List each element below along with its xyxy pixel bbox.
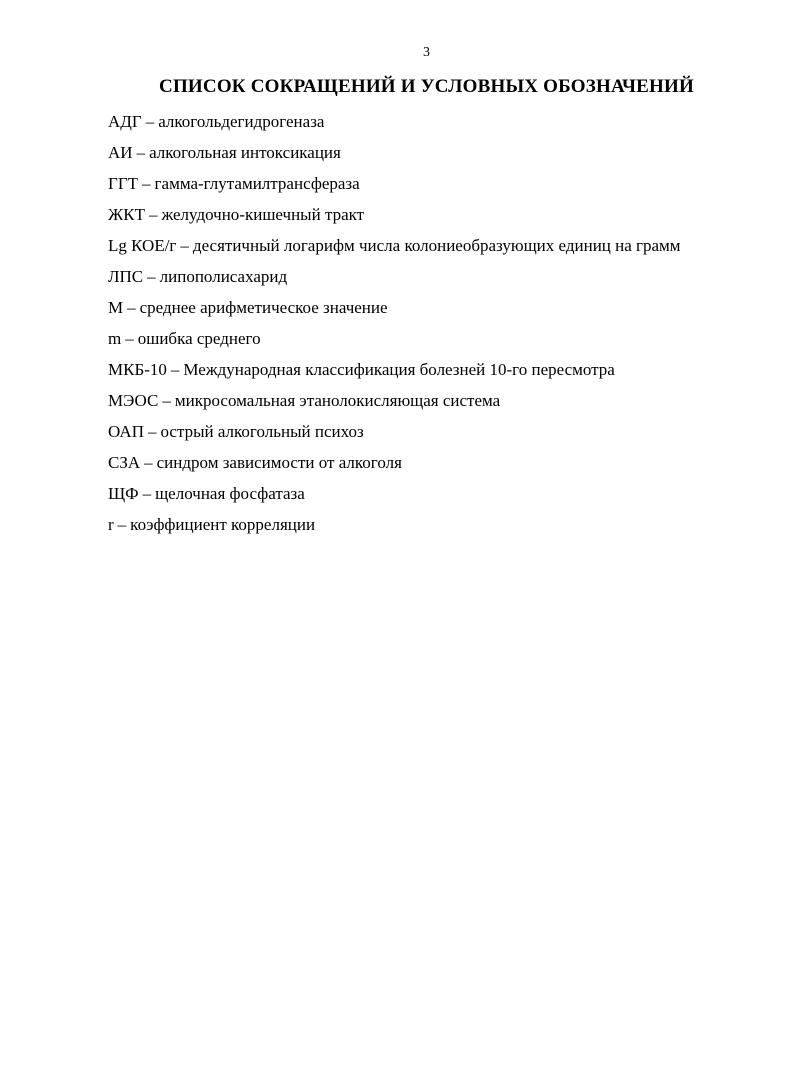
abbreviation-definition: острый алкогольный психоз (160, 422, 364, 441)
list-item (108, 385, 681, 416)
abbreviation-term: МКБ-10 (108, 360, 167, 379)
separator: – (147, 267, 156, 286)
abbreviation-definition: алкогольдегидрогеназа (158, 112, 325, 131)
separator: – (136, 143, 146, 162)
abbreviation-term: ЛПС (108, 267, 144, 286)
list-item (108, 261, 681, 292)
abbreviation-definition: щелочная фосфатаза (155, 484, 305, 503)
list-item (108, 230, 681, 261)
separator: – (125, 329, 134, 348)
separator: – (117, 515, 127, 534)
abbreviation-term: ГГТ (108, 174, 139, 193)
separator: – (142, 484, 152, 503)
separator: – (147, 422, 157, 441)
list-item (108, 447, 681, 478)
abbreviation-definition: липополисахарид (159, 267, 288, 286)
list-item (108, 199, 681, 230)
abbreviation-definition: среднее арифметическое значение (139, 298, 388, 317)
list-item (108, 416, 681, 447)
list-item (108, 106, 681, 137)
separator: – (148, 205, 158, 224)
list-item (108, 137, 681, 168)
list-item (108, 323, 681, 354)
separator: – (127, 298, 136, 317)
abbreviation-list (108, 106, 681, 540)
separator: – (170, 360, 180, 379)
abbreviation-definition: алкогольная интоксикация (149, 143, 341, 162)
page-title: СПИСОК СОКРАЩЕНИЙ И УСЛОВНЫХ ОБОЗНАЧЕНИЙ (159, 76, 694, 97)
list-item (108, 478, 681, 509)
separator: – (144, 453, 153, 472)
abbreviation-term: М (108, 298, 124, 317)
abbreviation-term: r (108, 515, 114, 534)
abbreviation-term: Lg КОЕ/г (108, 236, 177, 255)
abbreviation-definition: синдром зависимости от алкоголя (156, 453, 402, 472)
list-item (108, 354, 681, 385)
abbreviation-term: ЩФ (108, 484, 139, 503)
list-item (108, 509, 681, 540)
abbreviation-term: m (108, 329, 122, 348)
abbreviation-term: СЗА (108, 453, 141, 472)
list-item (108, 168, 681, 199)
page-number: 3 (423, 45, 430, 60)
abbreviation-definition: десятичный логарифм числа колониеобразующих единиц на грамм (192, 236, 681, 255)
separator: – (142, 174, 151, 193)
separator: – (180, 236, 189, 255)
abbreviation-definition: коэффициент корреляции (130, 515, 316, 534)
separator: – (145, 112, 155, 131)
abbreviation-definition: микросомальная этанолокисляющая система (174, 391, 501, 410)
abbreviation-definition: гамма-глутамилтрансфераза (154, 174, 360, 193)
separator: – (162, 391, 171, 410)
abbreviation-term: МЭОС (108, 391, 159, 410)
abbreviation-definition: Международная классификация болезней 10-го пересмотра (183, 360, 615, 379)
abbreviation-term: АИ (108, 143, 133, 162)
abbreviation-term: ОАП (108, 422, 144, 441)
abbreviation-definition: желудочно-кишечный тракт (161, 205, 365, 224)
abbreviation-definition: ошибка среднего (137, 329, 261, 348)
abbreviation-term: ЖКТ (108, 205, 145, 224)
abbreviation-term: АДГ (108, 112, 142, 131)
list-item (108, 292, 681, 323)
